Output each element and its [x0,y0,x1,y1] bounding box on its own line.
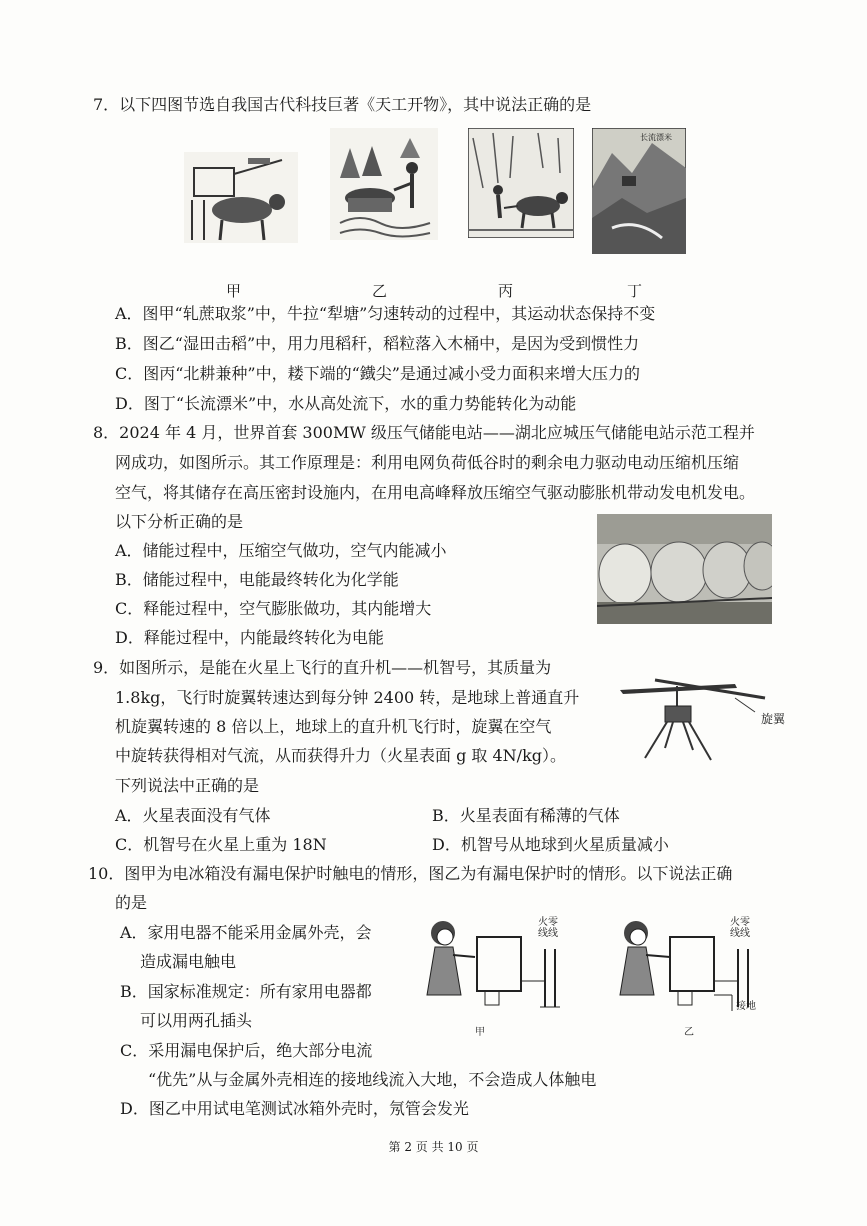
q7-option-c: C．图丙“北耕兼种”中，耧下端的“鐡尖”是通过减小受力面积来增大压力的 [115,364,640,383]
q9-stem-line-3: 机旋翼转速的 8 倍以上，地球上的直升机飞行时，旋翼在空气 [115,717,552,736]
q7-figure-ding [592,128,686,254]
q8-stem-line-4: 以下分析正确的是 [115,512,244,531]
q10-figure-yi-ground-label: 接地 [736,1001,756,1012]
q9-stem-line-5: 下列说法中正确的是 [115,776,260,795]
q9-stem-line-1: 9．如图所示，是能在火星上飞行的直升机——机智号，其质量为 [93,658,552,677]
q7-stem: 7．以下四图节选自我国古代科技巨著《天工开物》，其中说法正确的是 [93,95,592,114]
q7-option-d: D．图丁“长流漂米”中，水从高处流下，水的重力势能转化为动能 [115,394,577,413]
q7-option-a: A．图甲“轧蔗取浆”中，牛拉“犁塘”匀速转动的过程中，其运动状态保持不变 [115,304,656,323]
q10-option-b-line-1: B．国家标准规定：所有家用电器都 [120,982,372,1001]
q7-figure-jia [182,150,300,245]
q9-stem-line-4: 中旋转获得相对气流，从而获得升力（火星表面 g 取 4N/kg）。 [115,746,567,765]
q10-option-a-line-2: 造成漏电触电 [140,952,237,971]
q9-option-c: C．机智号在火星上重为 18N [115,835,327,854]
q8-stem-line-1: 8．2024 年 4 月，世界首套 300MW 级压气储能电站——湖北应城压气储能电站示范工程并 [93,423,755,442]
q7-figure-yi [330,128,438,240]
q10-figure-yi-wire-label: 火零 线线 [730,917,750,939]
q10-option-b-line-2: 可以用两孔插头 [140,1011,253,1030]
q7-option-b: B．图乙“湿田击稻”中，用力甩稻秆，稻粒落入木桶中，是因为受到惯性力 [115,334,640,353]
page-footer: 第 2 页 共 10 页 [388,1140,479,1154]
q9-option-b: B．火星表面有稀薄的气体 [432,806,620,825]
q10-stem-line-1: 10．图甲为电冰箱没有漏电保护时触电的情形，图乙为有漏电保护时的情形。以下说法正确 [88,864,733,883]
q10-label-yi: 乙 [684,1027,694,1038]
q8-stem-line-2: 网成功，如图所示。其工作原理是：利用电网负荷低谷时的剩余电力驱动电动压缩机压缩 [115,453,740,472]
q9-option-a: A．火星表面没有气体 [115,806,271,825]
q10-option-a-line-1: A．家用电器不能采用金属外壳，会 [120,923,372,942]
q10-option-c-line-1: C．采用漏电保护后，绝大部分电流 [120,1041,373,1060]
q7-label-yi: 乙 [372,282,388,300]
q8-option-b: B．储能过程中，电能最终转化为化学能 [115,570,399,589]
q10-option-d: D．图乙中用试电笔测试冰箱外壳时，氖管会发光 [120,1099,469,1118]
q10-stem-line-2: 的是 [115,893,148,912]
q8-figure-storage-tanks [597,514,772,624]
q7-label-ding: 丁 [627,282,643,300]
q10-figure-yi [612,915,772,1015]
q7-figure-bing [468,128,574,238]
q8-option-c: C．释能过程中，空气膨胀做功，其内能增大 [115,599,432,618]
q10-option-c-line-2: “优先”从与金属外壳相连的接地线流入大地，不会造成人体触电 [148,1070,597,1089]
q8-stem-line-3: 空气，将其储存在高压密封设施内，在用电高峰释放压缩空气驱动膨胀机带动发电机发电。 [115,483,756,502]
q8-option-d: D．释能过程中，内能最终转化为电能 [115,628,384,647]
q9-figure-label-rotor: 旋翼 [761,712,786,726]
q9-option-d: D．机智号从地球到火星质量减小 [432,835,669,854]
q7-label-jia: 甲 [226,282,242,300]
q10-figure-jia-wire-label: 火零 线线 [538,917,558,939]
q9-stem-line-2: 1.8kg，飞行时旋翼转速达到每分钟 2400 转，是地球上普通直升 [115,688,580,707]
q10-label-jia: 甲 [475,1027,485,1038]
q7-label-bing: 丙 [498,282,514,300]
q7-figure-ding-caption: 长流漂米 [640,133,672,142]
q9-figure-helicopter [615,668,785,773]
q10-figure-jia [415,915,575,1015]
q8-option-a: A．储能过程中，压缩空气做功，空气内能减小 [115,541,447,560]
